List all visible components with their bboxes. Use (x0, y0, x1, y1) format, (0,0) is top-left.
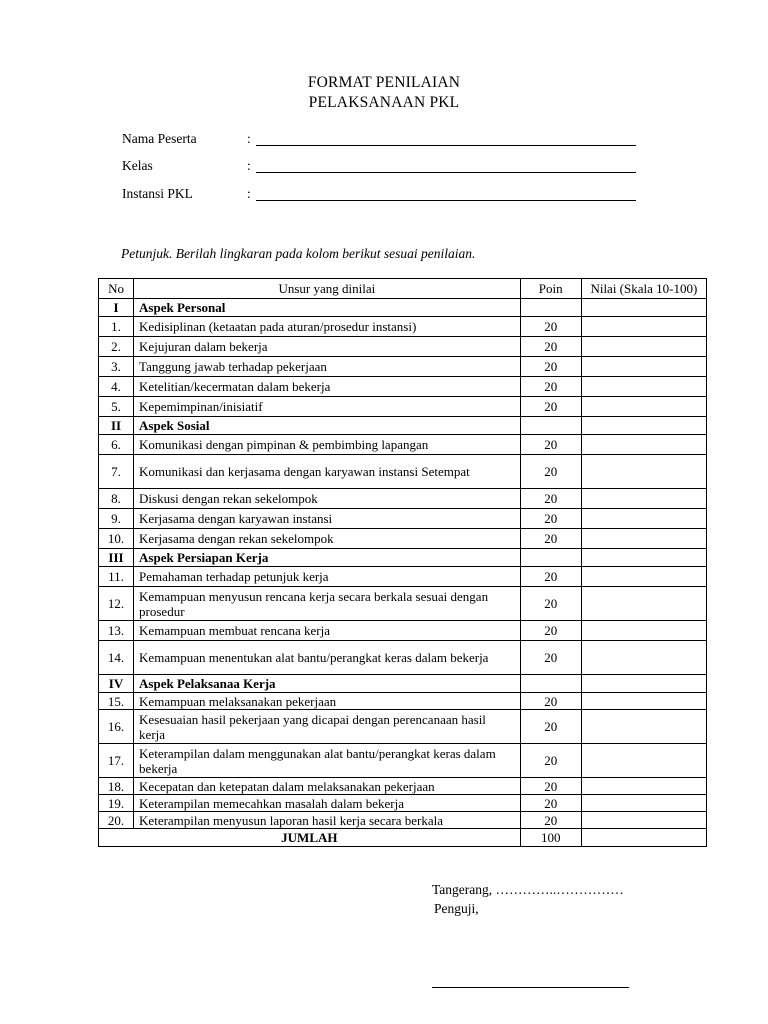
row-number: 4. (99, 377, 134, 397)
row-number: 1. (99, 317, 134, 337)
row-item: Kemampuan menyusun rencana kerja secara berkala sesuai dengan prosedur (134, 587, 521, 621)
table-row (99, 587, 707, 621)
row-item: Tanggung jawab terhadap pekerjaan (134, 357, 521, 377)
table-row (99, 455, 707, 489)
row-poin: 20 (520, 744, 581, 778)
table-row (99, 795, 707, 812)
row-nilai-cell[interactable] (581, 529, 706, 549)
section-title: Aspek Pelaksanaa Kerja (134, 675, 521, 693)
row-nilai-cell[interactable] (581, 795, 706, 812)
row-nilai-cell[interactable] (581, 710, 706, 744)
total-poin: 100 (520, 829, 581, 847)
row-item: Kejujuran dalam bekerja (134, 337, 521, 357)
row-number: 13. (99, 621, 134, 641)
row-poin: 20 (520, 621, 581, 641)
row-number: 15. (99, 693, 134, 710)
row-number: 5. (99, 397, 134, 417)
header-no: No (99, 279, 134, 299)
row-item: Kerjasama dengan karyawan instansi (134, 509, 521, 529)
empty-cell (520, 299, 581, 317)
form-title-line-2: PELAKSANAAN PKL (308, 94, 460, 111)
section-title: Aspek Persiapan Kerja (134, 549, 521, 567)
row-item: Diskusi dengan rekan sekelompok (134, 489, 521, 509)
empty-cell (581, 299, 706, 317)
row-nilai-cell[interactable] (581, 397, 706, 417)
table-row (99, 693, 707, 710)
table-row (99, 778, 707, 795)
empty-cell (581, 549, 706, 567)
table-row (99, 357, 707, 377)
row-nilai-cell[interactable] (581, 435, 706, 455)
row-number: 8. (99, 489, 134, 509)
field-colon: : (247, 186, 251, 201)
row-number: 11. (99, 567, 134, 587)
signature-role: Penguji, (434, 901, 479, 916)
total-label: JUMLAH (99, 829, 521, 847)
fill-in-line[interactable] (256, 200, 636, 201)
table-row (99, 509, 707, 529)
row-item: Kepemimpinan/inisiatif (134, 397, 521, 417)
section-row (99, 417, 707, 435)
row-number: 2. (99, 337, 134, 357)
row-item: Komunikasi dengan pimpinan & pembimbing lapangan (134, 435, 521, 455)
row-item: Keterampilan memecahkan masalah dalam bekerja (134, 795, 521, 812)
table-header-row (99, 279, 707, 299)
empty-cell (581, 675, 706, 693)
row-nilai-cell[interactable] (581, 621, 706, 641)
row-number: 12. (99, 587, 134, 621)
section-row (99, 675, 707, 693)
row-nilai-cell[interactable] (581, 567, 706, 587)
header-poin: Poin (520, 279, 581, 299)
assessment-table (98, 278, 707, 847)
row-nilai-cell[interactable] (581, 641, 706, 675)
row-poin: 20 (520, 693, 581, 710)
row-item: Ketelitian/kecermatan dalam bekerja (134, 377, 521, 397)
row-nilai-cell[interactable] (581, 587, 706, 621)
row-poin: 20 (520, 710, 581, 744)
row-poin: 20 (520, 529, 581, 549)
row-number: 10. (99, 529, 134, 549)
row-poin: 20 (520, 641, 581, 675)
field-colon: : (247, 131, 251, 146)
empty-cell (520, 675, 581, 693)
row-poin: 20 (520, 489, 581, 509)
row-poin: 20 (520, 567, 581, 587)
header-nilai: Nilai (Skala 10-100) (581, 279, 706, 299)
row-poin: 20 (520, 795, 581, 812)
table-row (99, 744, 707, 778)
total-nilai-cell[interactable] (581, 829, 706, 847)
signature-place-date: Tangerang, …………..…………… (432, 882, 624, 897)
row-number: 7. (99, 455, 134, 489)
row-nilai-cell[interactable] (581, 357, 706, 377)
row-item: Kemampuan menentukan alat bantu/perangkat keras dalam bekerja (134, 641, 521, 675)
row-nilai-cell[interactable] (581, 337, 706, 357)
row-item: Keterampilan dalam menggunakan alat bantu/perangkat keras dalam bekerja (134, 744, 521, 778)
row-poin: 20 (520, 455, 581, 489)
table-row (99, 337, 707, 357)
section-row (99, 299, 707, 317)
row-poin: 20 (520, 337, 581, 357)
empty-cell (520, 549, 581, 567)
row-item: Kecepatan dan ketepatan dalam melaksanakan pekerjaan (134, 778, 521, 795)
row-nilai-cell[interactable] (581, 317, 706, 337)
fill-in-line[interactable] (256, 172, 636, 173)
section-title: Aspek Personal (134, 299, 521, 317)
fill-in-line[interactable] (256, 145, 636, 146)
row-item: Kesesuaian hasil pekerjaan yang dicapai dengan perencanaan hasil kerja (134, 710, 521, 744)
row-item: Kemampuan melaksanakan pekerjaan (134, 693, 521, 710)
signature-line[interactable] (432, 987, 629, 988)
form-title-line-1: FORMAT PENILAIAN (307, 74, 461, 91)
empty-cell (581, 417, 706, 435)
field-label: Instansi PKL (122, 186, 193, 201)
row-number: 3. (99, 357, 134, 377)
row-nilai-cell[interactable] (581, 693, 706, 710)
row-poin: 20 (520, 357, 581, 377)
row-number: 19. (99, 795, 134, 812)
row-number: 14. (99, 641, 134, 675)
row-poin: 20 (520, 397, 581, 417)
row-poin: 20 (520, 509, 581, 529)
row-nilai-cell[interactable] (581, 489, 706, 509)
table-row (99, 710, 707, 744)
row-nilai-cell[interactable] (581, 377, 706, 397)
row-nilai-cell[interactable] (581, 455, 706, 489)
row-poin: 20 (520, 377, 581, 397)
table-row (99, 489, 707, 509)
table-row (99, 435, 707, 455)
row-item: Pemahaman terhadap petunjuk kerja (134, 567, 521, 587)
row-poin: 20 (520, 587, 581, 621)
total-row (99, 829, 707, 847)
field-label: Nama Peserta (122, 131, 197, 146)
header-item: Unsur yang dinilai (134, 279, 521, 299)
table-row (99, 317, 707, 337)
row-item: Komunikasi dan kerjasama dengan karyawan instansi Setempat (134, 455, 521, 489)
section-number: IV (99, 675, 134, 693)
table-row (99, 377, 707, 397)
table-row (99, 529, 707, 549)
row-nilai-cell[interactable] (581, 778, 706, 795)
instruction-text: Petunjuk. Berilah lingkaran pada kolom berikut sesuai penilaian. (121, 246, 476, 261)
section-number: I (99, 299, 134, 317)
row-poin: 20 (520, 778, 581, 795)
row-number: 6. (99, 435, 134, 455)
row-nilai-cell[interactable] (581, 744, 706, 778)
row-nilai-cell[interactable] (581, 509, 706, 529)
table-row (99, 397, 707, 417)
row-poin: 20 (520, 812, 581, 829)
row-poin: 20 (520, 317, 581, 337)
table-row (99, 621, 707, 641)
field-colon: : (247, 158, 251, 173)
field-label: Kelas (122, 158, 153, 173)
section-title: Aspek Sosial (134, 417, 521, 435)
section-number: II (99, 417, 134, 435)
section-row (99, 549, 707, 567)
row-number: 16. (99, 710, 134, 744)
row-poin: 20 (520, 435, 581, 455)
row-number: 18. (99, 778, 134, 795)
table-row (99, 641, 707, 675)
empty-cell (520, 417, 581, 435)
table-row (99, 567, 707, 587)
row-item: Kemampuan membuat rencana kerja (134, 621, 521, 641)
row-item: Keterampilan menyusun laporan hasil kerja secara berkala (134, 812, 521, 829)
row-item: Kerjasama dengan rekan sekelompok (134, 529, 521, 549)
row-item: Kedisiplinan (ketaatan pada aturan/prosedur instansi) (134, 317, 521, 337)
row-number: 20. (99, 812, 134, 829)
row-number: 17. (99, 744, 134, 778)
row-nilai-cell[interactable] (581, 812, 706, 829)
table-row (99, 812, 707, 829)
row-number: 9. (99, 509, 134, 529)
section-number: III (99, 549, 134, 567)
